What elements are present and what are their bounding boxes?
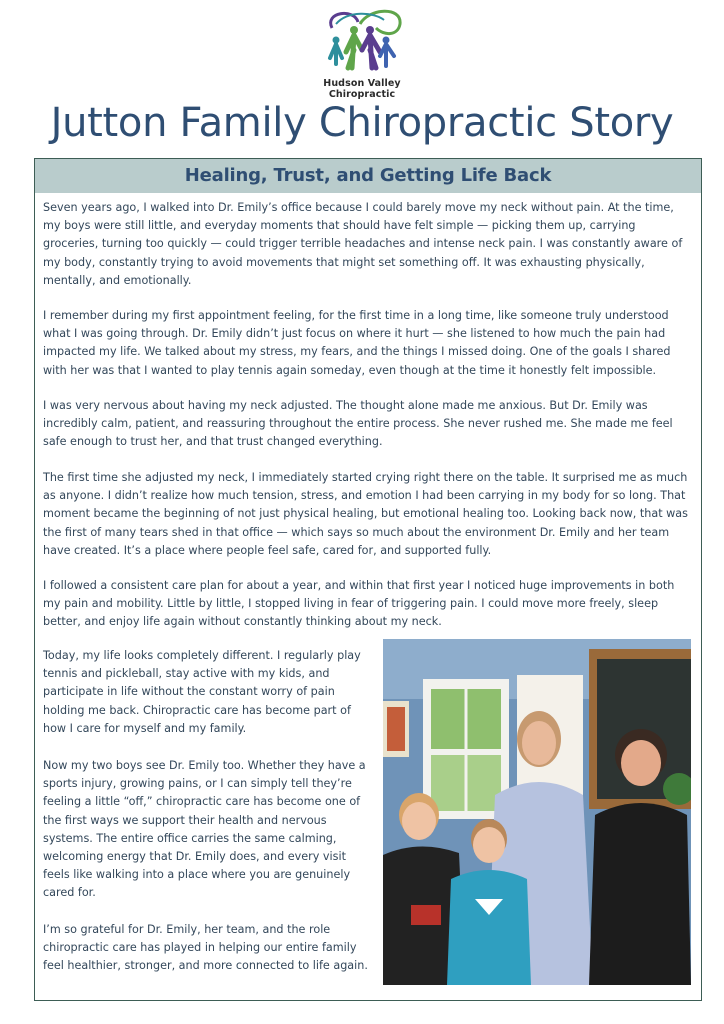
story-frame bbox=[34, 158, 702, 1001]
story-paragraph: Now my two boys see Dr. Emily too. Whether they have a sports injury, growing pains, or I can simply tell they’re feeling a little “off,” chiropractic care has become one of the first ways we support their health and nervous systems. The entire office carries the same calming, welcoming energy that Dr. Emily does, and every visit feels like walking into a place where you are genuinely cared for. bbox=[43, 759, 366, 900]
page-title: Jutton Family Chiropractic Story bbox=[50, 100, 674, 146]
family-logo-icon bbox=[314, 6, 410, 76]
story-paragraph: I was very nervous about having my neck adjusted. The thought alone made me anxious. But Dr. Emily was incredibly calm, patient, and reassuring throughout the entire process. She never rushed me. She made me feel safe enough to trust her, and that trust changed everything. bbox=[43, 399, 673, 449]
brand-name: Hudson Valley Chiropractic bbox=[323, 78, 401, 100]
story-paragraph: I’m so grateful for Dr. Emily, her team, and the role chiropractic care has played in helping our entire family feel healthier, stronger, and more connected to life again. bbox=[43, 923, 368, 973]
story-paragraph: The first time she adjusted my neck, I immediately started crying right there on the table. It surprised me as much as anyone. I didn’t realize how much tension, stress, and emotion I had been carrying in my body for so long. That moment became the beginning of not just physical healing, but emotional healing too. Looking back now, that was the first of many tears shed in that office — which says so much about the environment Dr. Emily and her team have created. It’s a place where people feel safe, cared for, and supported fully. bbox=[43, 471, 688, 557]
story-paragraph: Today, my life looks completely different. I regularly play tennis and pickleball, stay active with my kids, and participate in life without the constant worry of pain holding me back. Chiropractic care has become part of how I care for myself and my family. bbox=[43, 649, 361, 735]
subtitle: Healing, Trust, and Getting Life Back bbox=[35, 159, 701, 193]
story-paragraph: I followed a consistent care plan for about a year, and within that first year I noticed huge improvements in both my pain and mobility. Little by little, I stopped living in fear of triggering pain. I could move more freely, sleep better, and enjoy life again without constantly thinking about my neck. bbox=[43, 579, 675, 629]
family-photo bbox=[383, 639, 691, 985]
logo bbox=[300, 6, 424, 100]
story-paragraph: I remember during my first appointment feeling, for the first time in a long time, like someone truly understood what I was going through. Dr. Emily didn’t just focus on where it hurt — she listened to how much the pain had impacted my life. We talked about my stress, my fears, and the things I missed doing. One of the goals I shared with her was that I wanted to play tennis again someday, even though at the time it honestly felt impossible. bbox=[43, 309, 671, 377]
story-paragraph: Seven years ago, I walked into Dr. Emily’s office because I could barely move my neck without pain. At the time, my boys were still little, and everyday moments that should have felt simple — picking them up, carrying groceries, turning too quickly — could trigger terrible headaches and intense neck pain. I was constantly aware of my body, constantly trying to avoid movements that might set something off. It was exhausting physically, mentally, and emotionally. bbox=[43, 201, 683, 287]
